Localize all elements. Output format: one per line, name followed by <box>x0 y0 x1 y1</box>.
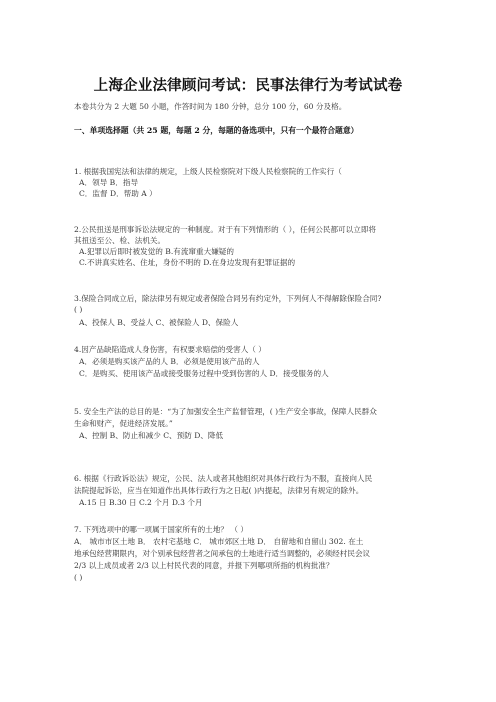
exam-intro: 本卷共分为 2 大题 50 小题，作答时间为 180 分钟，总分 100 分，60 分及格。 <box>74 102 347 111</box>
question-7-stem: A． 城市市区土地 B． 农村宅基地 C． 城市郊区土地 D． 自留地和自留山 302. 在土 <box>74 537 364 546</box>
question-4-stem: 4.因产品缺陷造成人身伤害，有权要求赔偿的受害人（ ） <box>74 345 266 354</box>
question-7-stem: 2/3 以上成员或者 2/3 以上村民代表的同意，并报下列哪项所指的机构批准？ <box>74 561 334 570</box>
question-3-options: A、投保人 B、受益人 C、被保险人 D、保险人 <box>79 318 239 327</box>
question-6-options: A.15 日 B.30 日 C.2 个月 D.3 个月 <box>79 498 203 507</box>
question-7-stem: 7. 下列选项中的哪一项属于国家所有的土地？ （ ） <box>74 525 248 534</box>
document-title: 上海企业法律顾问考试：民事法律行为考试试卷 <box>93 77 403 94</box>
question-4-options: A．必须是购买该产品的人 B．必须是使用该产品的人 <box>79 357 260 366</box>
question-2-stem: 2.公民扭送是刑事诉讼法规定的一种制度。对于有下列情形的（ ），任何公民都可以立即将 <box>74 225 377 234</box>
question-7-stem: ( ) <box>74 573 83 582</box>
section-heading: 一、单项选择题（共 25 题，每题 2 分，每题的备选项中，只有一个最符合题意） <box>74 126 359 135</box>
question-1-stem: 1. 根据我国宪法和法律的规定，上级人民检察院对下级人民检察院的工作实行（ <box>74 167 342 176</box>
question-5-options: A、控制 B、防止和减少 C、预防 D、降低 <box>79 431 224 440</box>
question-6-stem: 法院提起诉讼，应当在知道作出具体行政行为之日起( )内提起，法律另有规定的除外。 <box>74 486 364 495</box>
question-6-stem: 6. 根据《行政诉讼法》规定，公民、法人或者其他组织对具体行政行为不服，直接向人民 <box>74 474 373 483</box>
question-2-options: A.犯罪以后即时被发觉的 B.有流窜重大嫌疑的 <box>79 247 234 256</box>
question-2-stem: 其扭送至公、检、法机关。 <box>74 236 166 245</box>
question-5-stem: 5. 安全生产法的总目的是：“为了加强安全生产监督管理，( )生产安全事故，保障人民群众 <box>74 407 377 416</box>
question-5-stem: 生命和财产，促进经济发展。” <box>74 419 173 428</box>
question-7-stem: 地承包经营期限内，对个别承包经营者之间承包的土地进行适当调整的，必须经村民会议 <box>74 549 371 558</box>
question-2-options: C.不讲真实姓名、住址，身份不明的 D.在身边发现有犯罪证据的 <box>79 258 296 267</box>
question-3-stem: ( ) <box>74 305 83 314</box>
question-3-stem: 3.保险合同成立后，除法律另有规定或者保险合同另有约定外，下列何人不得解除保险合同? <box>74 294 382 303</box>
question-4-options: C．是购买、使用该产品或接受服务过程中受到伤害的人 D．接受服务的人 <box>79 369 329 378</box>
question-1-options: A．领导 B．指导 <box>79 178 139 187</box>
question-1-options: C．监督 D．帮助 A ） <box>79 189 157 198</box>
